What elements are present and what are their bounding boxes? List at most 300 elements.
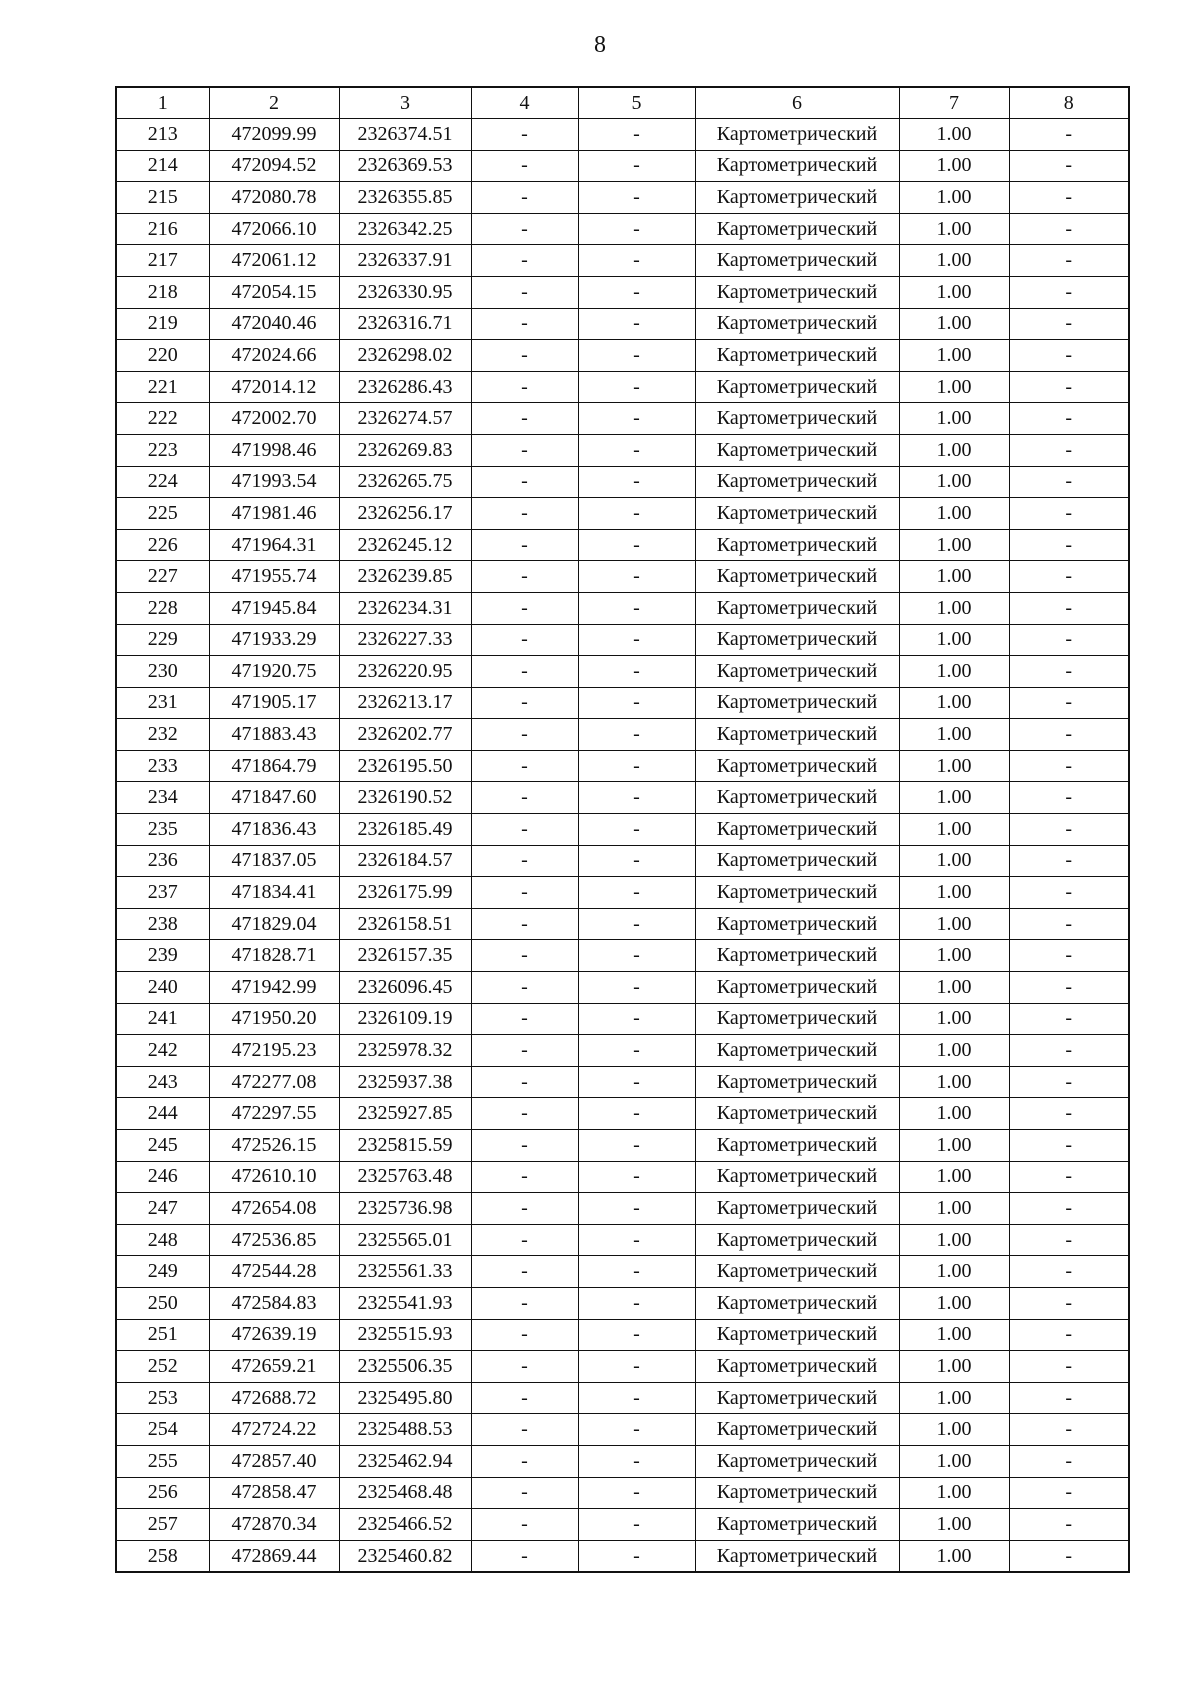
method-cell: Картометрический <box>695 1098 899 1130</box>
table-row <box>116 592 1129 624</box>
table-row <box>116 245 1129 277</box>
method-cell: Картометрический <box>695 1509 899 1541</box>
column-8-cell: - <box>1009 1445 1129 1477</box>
column-8-cell: - <box>1009 119 1129 151</box>
column-5-cell: - <box>578 434 695 466</box>
accuracy-cell: 1.00 <box>899 624 1009 656</box>
column-4-cell: - <box>471 150 578 182</box>
x-coordinate-cell: 472054.15 <box>209 276 339 308</box>
table-row <box>116 308 1129 340</box>
table-row <box>116 1445 1129 1477</box>
method-cell: Картометрический <box>695 940 899 972</box>
method-cell: Картометрический <box>695 1003 899 1035</box>
column-4-cell: - <box>471 434 578 466</box>
x-coordinate-cell: 472002.70 <box>209 403 339 435</box>
column-5-cell: - <box>578 245 695 277</box>
accuracy-cell: 1.00 <box>899 1287 1009 1319</box>
column-8-cell: - <box>1009 750 1129 782</box>
accuracy-cell: 1.00 <box>899 245 1009 277</box>
accuracy-cell: 1.00 <box>899 308 1009 340</box>
x-coordinate-cell: 472858.47 <box>209 1477 339 1509</box>
x-coordinate-cell: 472014.12 <box>209 371 339 403</box>
x-coordinate-cell: 472024.66 <box>209 340 339 372</box>
y-coordinate-cell: 2325468.48 <box>339 1477 471 1509</box>
column-8-cell: - <box>1009 1224 1129 1256</box>
column-8-cell: - <box>1009 1161 1129 1193</box>
column-5-cell: - <box>578 877 695 909</box>
y-coordinate-cell: 2326109.19 <box>339 1003 471 1035</box>
y-coordinate-cell: 2326184.57 <box>339 845 471 877</box>
column-8-cell: - <box>1009 1287 1129 1319</box>
method-cell: Картометрический <box>695 276 899 308</box>
column-4-cell: - <box>471 1382 578 1414</box>
column-8-cell: - <box>1009 466 1129 498</box>
column-4-cell: - <box>471 687 578 719</box>
y-coordinate-cell: 2326286.43 <box>339 371 471 403</box>
method-cell: Картометрический <box>695 213 899 245</box>
table-row <box>116 434 1129 466</box>
method-cell: Картометрический <box>695 972 899 1004</box>
column-5-cell: - <box>578 656 695 688</box>
accuracy-cell: 1.00 <box>899 782 1009 814</box>
table-row <box>116 276 1129 308</box>
method-cell: Картометрический <box>695 466 899 498</box>
method-cell: Картометрический <box>695 1287 899 1319</box>
column-4-cell: - <box>471 1414 578 1446</box>
column-8-cell: - <box>1009 1414 1129 1446</box>
column-4-cell: - <box>471 940 578 972</box>
column-4-cell: - <box>471 1098 578 1130</box>
column-8-cell: - <box>1009 340 1129 372</box>
column-4-cell: - <box>471 719 578 751</box>
column-8-cell: - <box>1009 1540 1129 1572</box>
accuracy-cell: 1.00 <box>899 1540 1009 1572</box>
x-coordinate-cell: 471955.74 <box>209 561 339 593</box>
x-coordinate-cell: 471883.43 <box>209 719 339 751</box>
column-8-cell: - <box>1009 1098 1129 1130</box>
column-5-cell: - <box>578 1351 695 1383</box>
table-row <box>116 371 1129 403</box>
column-5-cell: - <box>578 340 695 372</box>
table-row <box>116 845 1129 877</box>
point-number-cell: 253 <box>116 1382 209 1414</box>
x-coordinate-cell: 472688.72 <box>209 1382 339 1414</box>
column-4-cell: - <box>471 1509 578 1541</box>
column-5-cell: - <box>578 119 695 151</box>
accuracy-cell: 1.00 <box>899 1382 1009 1414</box>
table-row <box>116 940 1129 972</box>
column-5-cell: - <box>578 1035 695 1067</box>
table-row <box>116 782 1129 814</box>
x-coordinate-cell: 472080.78 <box>209 182 339 214</box>
column-4-cell: - <box>471 845 578 877</box>
accuracy-cell: 1.00 <box>899 940 1009 972</box>
y-coordinate-cell: 2326269.83 <box>339 434 471 466</box>
x-coordinate-cell: 472724.22 <box>209 1414 339 1446</box>
column-8-cell: - <box>1009 592 1129 624</box>
accuracy-cell: 1.00 <box>899 371 1009 403</box>
y-coordinate-cell: 2326337.91 <box>339 245 471 277</box>
table-row <box>116 498 1129 530</box>
y-coordinate-cell: 2326245.12 <box>339 529 471 561</box>
column-4-cell: - <box>471 1130 578 1162</box>
x-coordinate-cell: 472639.19 <box>209 1319 339 1351</box>
accuracy-cell: 1.00 <box>899 972 1009 1004</box>
y-coordinate-cell: 2325937.38 <box>339 1066 471 1098</box>
method-cell: Картометрический <box>695 687 899 719</box>
page-number: 8 <box>594 32 606 58</box>
column-5-cell: - <box>578 150 695 182</box>
accuracy-cell: 1.00 <box>899 182 1009 214</box>
point-number-cell: 246 <box>116 1161 209 1193</box>
coordinates-table <box>115 86 1130 1573</box>
table-row <box>116 624 1129 656</box>
column-5-cell: - <box>578 1540 695 1572</box>
column-4-cell: - <box>471 1193 578 1225</box>
column-5-cell: - <box>578 1256 695 1288</box>
column-8-cell: - <box>1009 1509 1129 1541</box>
column-header: 1 <box>116 87 209 119</box>
point-number-cell: 222 <box>116 403 209 435</box>
x-coordinate-cell: 471998.46 <box>209 434 339 466</box>
column-4-cell: - <box>471 1161 578 1193</box>
table-row <box>116 1414 1129 1446</box>
x-coordinate-cell: 471950.20 <box>209 1003 339 1035</box>
y-coordinate-cell: 2326190.52 <box>339 782 471 814</box>
column-8-cell: - <box>1009 1477 1129 1509</box>
column-5-cell: - <box>578 1477 695 1509</box>
y-coordinate-cell: 2326195.50 <box>339 750 471 782</box>
column-8-cell: - <box>1009 150 1129 182</box>
column-4-cell: - <box>471 877 578 909</box>
y-coordinate-cell: 2326213.17 <box>339 687 471 719</box>
point-number-cell: 247 <box>116 1193 209 1225</box>
point-number-cell: 238 <box>116 908 209 940</box>
point-number-cell: 237 <box>116 877 209 909</box>
point-number-cell: 233 <box>116 750 209 782</box>
point-number-cell: 220 <box>116 340 209 372</box>
column-8-cell: - <box>1009 371 1129 403</box>
table-row <box>116 1477 1129 1509</box>
point-number-cell: 227 <box>116 561 209 593</box>
y-coordinate-cell: 2326369.53 <box>339 150 471 182</box>
column-5-cell: - <box>578 1066 695 1098</box>
accuracy-cell: 1.00 <box>899 908 1009 940</box>
column-8-cell: - <box>1009 719 1129 751</box>
x-coordinate-cell: 472297.55 <box>209 1098 339 1130</box>
y-coordinate-cell: 2325541.93 <box>339 1287 471 1319</box>
x-coordinate-cell: 472099.99 <box>209 119 339 151</box>
column-4-cell: - <box>471 972 578 1004</box>
column-4-cell: - <box>471 308 578 340</box>
x-coordinate-cell: 472857.40 <box>209 1445 339 1477</box>
point-number-cell: 243 <box>116 1066 209 1098</box>
column-5-cell: - <box>578 1445 695 1477</box>
column-8-cell: - <box>1009 434 1129 466</box>
point-number-cell: 213 <box>116 119 209 151</box>
y-coordinate-cell: 2325978.32 <box>339 1035 471 1067</box>
column-4-cell: - <box>471 245 578 277</box>
column-5-cell: - <box>578 814 695 846</box>
x-coordinate-cell: 472610.10 <box>209 1161 339 1193</box>
column-header: 7 <box>899 87 1009 119</box>
accuracy-cell: 1.00 <box>899 1003 1009 1035</box>
column-4-cell: - <box>471 371 578 403</box>
table-row <box>116 1319 1129 1351</box>
column-5-cell: - <box>578 308 695 340</box>
column-header: 6 <box>695 87 899 119</box>
table-row <box>116 1351 1129 1383</box>
method-cell: Картометрический <box>695 1035 899 1067</box>
column-5-cell: - <box>578 1287 695 1319</box>
method-cell: Картометрический <box>695 1161 899 1193</box>
accuracy-cell: 1.00 <box>899 340 1009 372</box>
column-8-cell: - <box>1009 308 1129 340</box>
column-4-cell: - <box>471 1224 578 1256</box>
method-cell: Картометрический <box>695 561 899 593</box>
accuracy-cell: 1.00 <box>899 1035 1009 1067</box>
column-5-cell: - <box>578 1193 695 1225</box>
column-5-cell: - <box>578 1509 695 1541</box>
point-number-cell: 241 <box>116 1003 209 1035</box>
method-cell: Картометрический <box>695 1414 899 1446</box>
point-number-cell: 228 <box>116 592 209 624</box>
column-8-cell: - <box>1009 213 1129 245</box>
method-cell: Картометрический <box>695 1066 899 1098</box>
column-8-cell: - <box>1009 908 1129 940</box>
column-4-cell: - <box>471 592 578 624</box>
method-cell: Картометрический <box>695 308 899 340</box>
method-cell: Картометрический <box>695 150 899 182</box>
x-coordinate-cell: 471964.31 <box>209 529 339 561</box>
table-row <box>116 877 1129 909</box>
method-cell: Картометрический <box>695 1477 899 1509</box>
column-8-cell: - <box>1009 687 1129 719</box>
method-cell: Картометрический <box>695 814 899 846</box>
table-row <box>116 340 1129 372</box>
accuracy-cell: 1.00 <box>899 1445 1009 1477</box>
column-8-cell: - <box>1009 877 1129 909</box>
y-coordinate-cell: 2326342.25 <box>339 213 471 245</box>
point-number-cell: 215 <box>116 182 209 214</box>
column-8-cell: - <box>1009 1193 1129 1225</box>
column-8-cell: - <box>1009 1035 1129 1067</box>
accuracy-cell: 1.00 <box>899 687 1009 719</box>
accuracy-cell: 1.00 <box>899 1477 1009 1509</box>
method-cell: Картометрический <box>695 1130 899 1162</box>
y-coordinate-cell: 2326234.31 <box>339 592 471 624</box>
column-4-cell: - <box>471 1445 578 1477</box>
column-header: 3 <box>339 87 471 119</box>
y-coordinate-cell: 2325927.85 <box>339 1098 471 1130</box>
table-row <box>116 656 1129 688</box>
column-8-cell: - <box>1009 529 1129 561</box>
column-4-cell: - <box>471 1319 578 1351</box>
column-4-cell: - <box>471 1477 578 1509</box>
column-4-cell: - <box>471 782 578 814</box>
table-row <box>116 1130 1129 1162</box>
method-cell: Картометрический <box>695 371 899 403</box>
x-coordinate-cell: 471933.29 <box>209 624 339 656</box>
method-cell: Картометрический <box>695 908 899 940</box>
accuracy-cell: 1.00 <box>899 150 1009 182</box>
x-coordinate-cell: 472869.44 <box>209 1540 339 1572</box>
column-5-cell: - <box>578 1319 695 1351</box>
x-coordinate-cell: 471834.41 <box>209 877 339 909</box>
x-coordinate-cell: 471981.46 <box>209 498 339 530</box>
method-cell: Картометрический <box>695 1351 899 1383</box>
y-coordinate-cell: 2325495.80 <box>339 1382 471 1414</box>
x-coordinate-cell: 471836.43 <box>209 814 339 846</box>
table-row <box>116 1066 1129 1098</box>
column-5-cell: - <box>578 940 695 972</box>
column-5-cell: - <box>578 782 695 814</box>
column-8-cell: - <box>1009 1256 1129 1288</box>
table-row <box>116 750 1129 782</box>
method-cell: Картометрический <box>695 498 899 530</box>
table-row <box>116 719 1129 751</box>
accuracy-cell: 1.00 <box>899 213 1009 245</box>
y-coordinate-cell: 2325815.59 <box>339 1130 471 1162</box>
column-8-cell: - <box>1009 403 1129 435</box>
x-coordinate-cell: 471828.71 <box>209 940 339 972</box>
point-number-cell: 240 <box>116 972 209 1004</box>
column-8-cell: - <box>1009 656 1129 688</box>
column-5-cell: - <box>578 624 695 656</box>
y-coordinate-cell: 2326096.45 <box>339 972 471 1004</box>
y-coordinate-cell: 2326227.33 <box>339 624 471 656</box>
accuracy-cell: 1.00 <box>899 466 1009 498</box>
y-coordinate-cell: 2325488.53 <box>339 1414 471 1446</box>
table-row <box>116 972 1129 1004</box>
x-coordinate-cell: 472659.21 <box>209 1351 339 1383</box>
y-coordinate-cell: 2325462.94 <box>339 1445 471 1477</box>
point-number-cell: 232 <box>116 719 209 751</box>
column-8-cell: - <box>1009 972 1129 1004</box>
column-4-cell: - <box>471 1003 578 1035</box>
point-number-cell: 245 <box>116 1130 209 1162</box>
x-coordinate-cell: 472584.83 <box>209 1287 339 1319</box>
column-8-cell: - <box>1009 845 1129 877</box>
point-number-cell: 216 <box>116 213 209 245</box>
accuracy-cell: 1.00 <box>899 498 1009 530</box>
y-coordinate-cell: 2325763.48 <box>339 1161 471 1193</box>
point-number-cell: 254 <box>116 1414 209 1446</box>
y-coordinate-cell: 2325460.82 <box>339 1540 471 1572</box>
point-number-cell: 239 <box>116 940 209 972</box>
column-5-cell: - <box>578 276 695 308</box>
column-8-cell: - <box>1009 1351 1129 1383</box>
point-number-cell: 219 <box>116 308 209 340</box>
table-row <box>116 403 1129 435</box>
point-number-cell: 244 <box>116 1098 209 1130</box>
point-number-cell: 230 <box>116 656 209 688</box>
column-4-cell: - <box>471 1540 578 1572</box>
point-number-cell: 229 <box>116 624 209 656</box>
point-number-cell: 249 <box>116 1256 209 1288</box>
column-8-cell: - <box>1009 940 1129 972</box>
y-coordinate-cell: 2326316.71 <box>339 308 471 340</box>
accuracy-cell: 1.00 <box>899 1130 1009 1162</box>
point-number-cell: 226 <box>116 529 209 561</box>
column-8-cell: - <box>1009 276 1129 308</box>
method-cell: Картометрический <box>695 624 899 656</box>
column-5-cell: - <box>578 719 695 751</box>
table-row <box>116 1287 1129 1319</box>
point-number-cell: 251 <box>116 1319 209 1351</box>
y-coordinate-cell: 2326175.99 <box>339 877 471 909</box>
point-number-cell: 224 <box>116 466 209 498</box>
point-number-cell: 225 <box>116 498 209 530</box>
x-coordinate-cell: 471864.79 <box>209 750 339 782</box>
column-5-cell: - <box>578 687 695 719</box>
table-row <box>116 1193 1129 1225</box>
column-4-cell: - <box>471 814 578 846</box>
accuracy-cell: 1.00 <box>899 750 1009 782</box>
accuracy-cell: 1.00 <box>899 1098 1009 1130</box>
column-8-cell: - <box>1009 182 1129 214</box>
x-coordinate-cell: 472654.08 <box>209 1193 339 1225</box>
column-5-cell: - <box>578 1382 695 1414</box>
method-cell: Картометрический <box>695 245 899 277</box>
x-coordinate-cell: 471942.99 <box>209 972 339 1004</box>
column-5-cell: - <box>578 1224 695 1256</box>
table-row <box>116 119 1129 151</box>
accuracy-cell: 1.00 <box>899 1256 1009 1288</box>
y-coordinate-cell: 2326202.77 <box>339 719 471 751</box>
y-coordinate-cell: 2325561.33 <box>339 1256 471 1288</box>
accuracy-cell: 1.00 <box>899 561 1009 593</box>
point-number-cell: 250 <box>116 1287 209 1319</box>
column-5-cell: - <box>578 1130 695 1162</box>
column-4-cell: - <box>471 1035 578 1067</box>
table-row <box>116 1382 1129 1414</box>
x-coordinate-cell: 471837.05 <box>209 845 339 877</box>
point-number-cell: 214 <box>116 150 209 182</box>
method-cell: Картометрический <box>695 1224 899 1256</box>
y-coordinate-cell: 2326185.49 <box>339 814 471 846</box>
point-number-cell: 217 <box>116 245 209 277</box>
method-cell: Картометрический <box>695 592 899 624</box>
x-coordinate-cell: 472094.52 <box>209 150 339 182</box>
accuracy-cell: 1.00 <box>899 1509 1009 1541</box>
table-row <box>116 213 1129 245</box>
method-cell: Картометрический <box>695 119 899 151</box>
accuracy-cell: 1.00 <box>899 1351 1009 1383</box>
column-header: 2 <box>209 87 339 119</box>
column-5-cell: - <box>578 561 695 593</box>
accuracy-cell: 1.00 <box>899 119 1009 151</box>
column-4-cell: - <box>471 656 578 688</box>
column-5-cell: - <box>578 845 695 877</box>
column-5-cell: - <box>578 466 695 498</box>
column-4-cell: - <box>471 561 578 593</box>
table-row <box>116 1098 1129 1130</box>
column-4-cell: - <box>471 529 578 561</box>
x-coordinate-cell: 471945.84 <box>209 592 339 624</box>
table-row <box>116 182 1129 214</box>
accuracy-cell: 1.00 <box>899 814 1009 846</box>
y-coordinate-cell: 2326355.85 <box>339 182 471 214</box>
accuracy-cell: 1.00 <box>899 656 1009 688</box>
x-coordinate-cell: 472061.12 <box>209 245 339 277</box>
column-8-cell: - <box>1009 561 1129 593</box>
column-4-cell: - <box>471 1066 578 1098</box>
point-number-cell: 218 <box>116 276 209 308</box>
method-cell: Картометрический <box>695 403 899 435</box>
method-cell: Картометрический <box>695 1256 899 1288</box>
table-row <box>116 150 1129 182</box>
